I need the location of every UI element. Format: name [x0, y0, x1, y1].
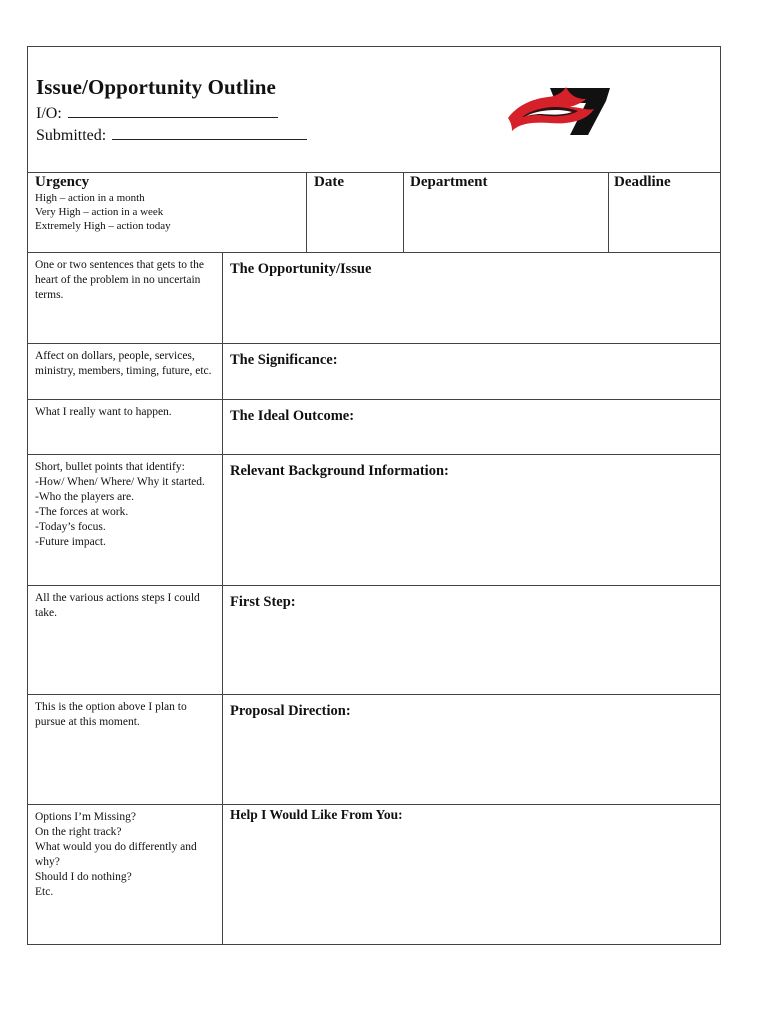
section-heading: Help I Would Like From You:: [230, 807, 403, 822]
section-row-first-step: [28, 585, 720, 694]
section-row-ideal-outcome: [28, 399, 720, 454]
submitted-label: Submitted:: [36, 127, 107, 144]
section-hint-cell: [28, 586, 222, 694]
section-row-proposal: [28, 694, 720, 804]
flame-7-logo-icon: [506, 85, 614, 137]
page-title: Issue/Opportunity Outline: [36, 75, 276, 99]
urgency-label: Urgency: [35, 174, 90, 190]
section-answer-cell[interactable]: [222, 586, 720, 694]
urgency-level-extremely-high: Extremely High – action today: [35, 220, 171, 232]
section-hint: Options I’m Missing? On the right track? What would you do differently and why? Should I do nothing? Etc.: [35, 811, 197, 898]
section-heading: First Step:: [230, 594, 296, 610]
section-heading: The Opportunity/Issue: [230, 261, 372, 277]
io-input-line[interactable]: [68, 103, 278, 118]
section-answer-cell[interactable]: [222, 400, 720, 454]
section-hint: One or two sentences that gets to the heart of the problem in no uncertain terms.: [35, 259, 204, 301]
section-hint-cell: [28, 805, 222, 944]
urgency-level-high: High – action in a month: [35, 192, 145, 204]
section-row-significance: [28, 343, 720, 399]
section-hint-cell: [28, 344, 222, 399]
urgency-cell: [28, 173, 306, 252]
section-heading: The Ideal Outcome:: [230, 408, 355, 424]
section-hint-cell: [28, 695, 222, 804]
submitted-input-line[interactable]: [112, 125, 307, 140]
io-field: [36, 103, 278, 123]
department-label: Department: [410, 174, 488, 190]
form-header: [28, 47, 720, 172]
date-label: Date: [314, 174, 344, 190]
io-label: I/O:: [36, 105, 62, 122]
deadline-label: Deadline: [614, 174, 671, 190]
section-hint: Short, bullet points that identify: -How/ When/ Where/ Why it started. -Who the players are. -The forces at work. -Today’s focus. -Future impact.: [35, 461, 205, 548]
section-hint-cell: [28, 400, 222, 454]
section-heading: Proposal Direction:: [230, 703, 351, 719]
urgency-row: [28, 172, 720, 252]
section-heading: Relevant Background Information:: [230, 463, 449, 479]
section-row-help: [28, 804, 720, 944]
section-hint-cell: [28, 455, 222, 585]
section-answer-cell[interactable]: [222, 695, 720, 804]
section-answer-cell[interactable]: [222, 805, 720, 944]
section-row-background: [28, 454, 720, 585]
section-hint: All the various actions steps I could take.: [35, 592, 200, 619]
section-answer-cell[interactable]: [222, 344, 720, 399]
section-hint-cell: [28, 253, 222, 343]
section-heading: The Significance:: [230, 352, 338, 368]
date-cell[interactable]: [306, 173, 403, 252]
section-row-opportunity: [28, 252, 720, 343]
section-answer-cell[interactable]: [222, 455, 720, 585]
submitted-field: [36, 125, 307, 145]
section-hint: What I really want to happen.: [35, 406, 172, 418]
section-answer-cell[interactable]: [222, 253, 720, 343]
section-hint: This is the option above I plan to pursue at this moment.: [35, 701, 187, 728]
department-cell[interactable]: [403, 173, 608, 252]
urgency-levels: [35, 191, 171, 233]
deadline-cell[interactable]: [608, 173, 720, 252]
urgency-level-very-high: Very High – action in a week: [35, 206, 164, 218]
section-hint: Affect on dollars, people, services, ministry, members, timing, future, etc.: [35, 350, 212, 377]
outline-form: [27, 46, 721, 945]
